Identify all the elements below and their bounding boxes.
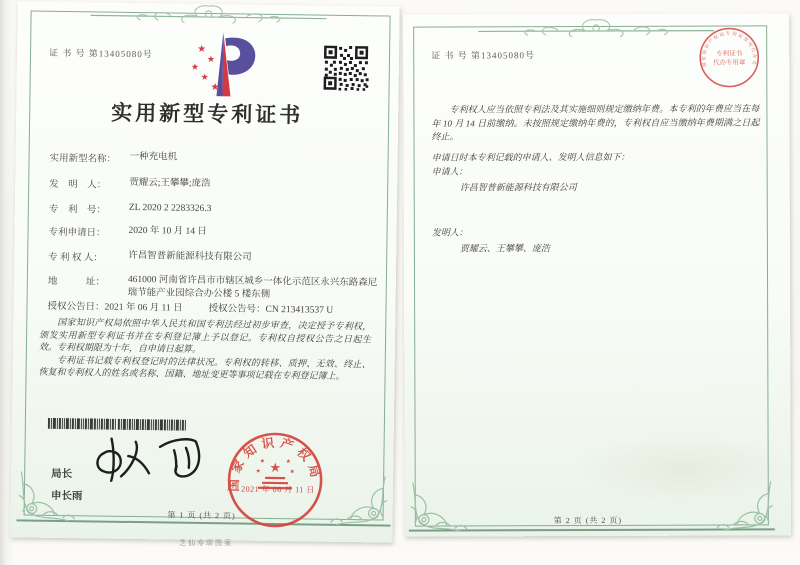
grant-number-value: CN 213413537 U [265, 304, 334, 316]
certificate-number-label: 证 书 号 [48, 47, 86, 59]
seal-ring-text: 国家知识产权局 [226, 435, 324, 492]
field-value: 一种充电机 [129, 151, 178, 163]
director-block [51, 463, 83, 507]
director-title: 局长 [51, 467, 73, 481]
patent-office-branch-seal-icon [697, 25, 761, 89]
barcode-icon [48, 418, 188, 431]
annuity-paragraph: 专利权人应当依照专利法及其实施细则规定缴纳年费。本专利的年费应当在每年 10 月 14 日前缴纳。未按照规定缴纳年费的，专利权自应当缴纳年费期满之日起终止。 [431, 103, 760, 142]
seal-date: 2021 年 06 月 11 日 [241, 484, 315, 495]
svg-text:★: ★ [269, 460, 282, 477]
applicant-label: 申请人： [431, 166, 468, 177]
cnipa-logo-icon [176, 26, 265, 105]
field-label: 实用新型名称： [49, 153, 117, 165]
legal-paragraphs [38, 316, 371, 384]
qr-code-icon [323, 45, 370, 92]
inventor-label: 发明人： [431, 227, 468, 238]
applicant-value: 许昌智普新能源科技有限公司 [459, 182, 577, 193]
grant-number-label: 授权公告号： [208, 304, 266, 315]
legal-paragraph-2: 专利证书记载专利权登记时的法律状况。专利权的转移、质押、无效、终止、恢复和专利权人的姓名或名称、国籍、地址变更等事项记载在专利登记簿上。 [38, 354, 371, 382]
grant-number-pair [208, 300, 333, 316]
director-signature-icon [89, 429, 211, 488]
certificate-page-2 [403, 13, 791, 536]
svg-text:★: ★ [259, 457, 266, 465]
field-value: 贾耀云;王攀攀;庞浩 [129, 177, 211, 190]
field-label: 地 址： [47, 276, 105, 288]
svg-text:★: ★ [206, 55, 216, 66]
certificate-page-1 [10, 1, 399, 542]
svg-text:★: ★ [210, 82, 220, 94]
field-value: 461000 河南省许昌市市辖区城乡一体化示范区永兴东路森尼瑞节能产业园综合办公楼 5 楼东侧 [127, 274, 378, 300]
grant-date-pair [47, 298, 182, 314]
field-value: ZL 2020 2 2283326.3 [128, 202, 212, 215]
inventors-value: 贾耀云、王攀攀、庞浩 [459, 243, 550, 254]
certificate-number-value: 第13405080号 [470, 50, 536, 61]
field-label: 专 利 号： [48, 204, 106, 216]
certificate-number-value: 第13405080号 [88, 48, 153, 60]
svg-text:★: ★ [190, 62, 199, 73]
field-label: 专利申请日： [48, 227, 106, 239]
field-value: 2020 年 10 月 14 日 [128, 225, 208, 238]
certificate-title: 实用新型专利证书 [111, 100, 304, 128]
certificate-number [431, 48, 535, 61]
svg-text:★: ★ [200, 72, 209, 84]
svg-text:★: ★ [197, 43, 207, 55]
svg-text:★: ★ [289, 468, 295, 476]
branch-seal-line1: 专利证书 [716, 50, 743, 58]
svg-text:★: ★ [255, 467, 261, 475]
page2-footer: 第 2 页 (共 2 页) [553, 515, 623, 526]
field-label: 发 明 人： [49, 179, 107, 191]
legal-paragraph-1: 国家知识产权局依照中华人民共和国专利法经过初步审查，决定授予专利权，颁发实用新型专利证书并在专利登记簿上予以登记。专利权自授权公告之日起生效。专利权期限为十年，自申请日起算。 [38, 316, 372, 355]
field-value: 许昌智普新能源科技有限公司 [128, 250, 252, 263]
page1-top-ornament [90, 2, 326, 27]
field-label: 专 利 权 人： [48, 252, 103, 264]
page1-footer: 第 1 页 (共 2 页) [167, 510, 236, 521]
certificate-number-label: 证 书 号 [431, 50, 468, 61]
grant-date-label: 授权公告日： [47, 301, 105, 313]
page2-top-ornament [478, 18, 714, 41]
certificate-number [49, 46, 153, 60]
info-intro-line: 申请日时本专利记载的申请人、发明人信息如下： [431, 151, 630, 163]
director-name: 申长雨 [50, 489, 83, 503]
branch-seal-line2: 代办专用章 [712, 59, 746, 67]
branch-seal-ring-text: 国家知识产权局专利局郑州代办处 [701, 30, 758, 68]
bottom-micro-caption: 芝仙寿颂图案 [179, 539, 233, 547]
grant-date-value: 2021 年 06 月 11 日 [104, 302, 183, 314]
svg-text:★: ★ [285, 458, 292, 466]
